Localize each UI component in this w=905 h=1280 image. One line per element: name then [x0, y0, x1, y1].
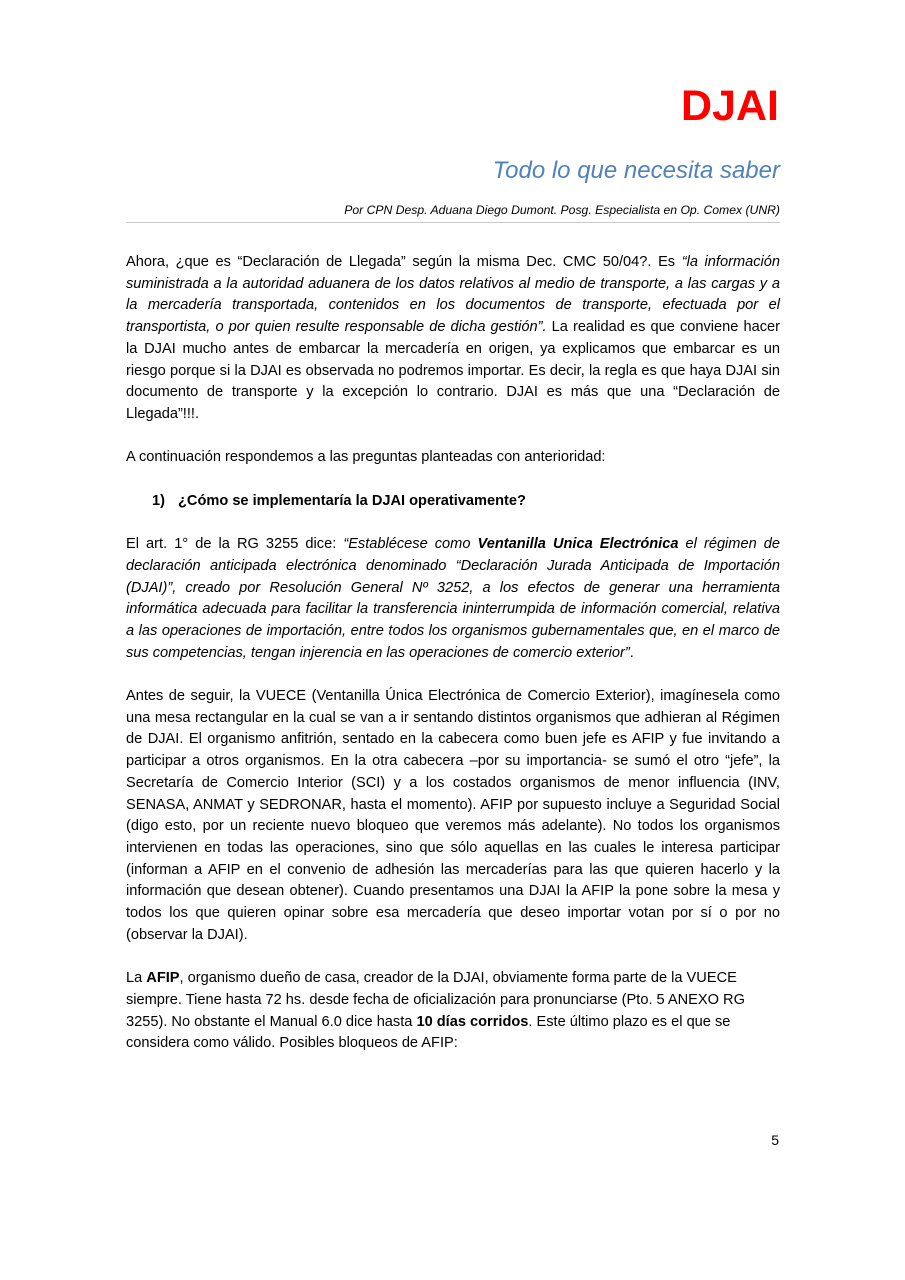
text-run: . Este último plazo es el que se considera como válido. Posibles bloqueos de AFIP:: [126, 1013, 731, 1052]
text-run: La realidad es que conviene hacer la DJAI mucho antes de embarcar la mercadería en origen, ya explicamos que embarcar es un riesgo porque si la DJAI es observada no podremos importar. Es decir, la regla es que haya DJAI sin documento de transporte y la excepción lo contrario. DJAI es más que una “Declaración de Llegada”!!!.: [126, 319, 780, 422]
quote-italic: “la información suministrada a la autoridad aduanera de los datos relativos al medio de transporte, a las cargas y a la mercadería transportada, contenidos en los documentos de transporte, efectuada por el transportista, o por quien resulte responsable de dicha gestión”.: [126, 254, 780, 336]
document-body: [126, 252, 780, 1077]
author-byline: Por CPN Desp. Aduana Diego Dumont. Posg. Especialista en Op. Comex (UNR): [344, 203, 780, 217]
bold-run: AFIP: [146, 970, 180, 987]
bold-run: 10 días corridos: [416, 1013, 529, 1030]
text-run: , organismo dueño de casa, creador de la DJAI, obviamente forma parte de la VUECE siempre. Tiene hasta 72 hs. desde fecha de oficialización para pronunciarse (Pto. 5 ANEXO RG 3255). No obstante el Manual 6.0 dice hasta: [126, 970, 745, 1030]
paragraph-afip: [126, 968, 780, 1055]
quote-italic: “Establécese como: [343, 536, 478, 553]
paragraph-intro-answers: A continuación respondemos a las preguntas planteadas con anterioridad:: [126, 449, 606, 466]
quote-bold-italic: Ventanilla Unica Electrónica: [477, 536, 679, 553]
paragraph-vuece: Antes de seguir, la VUECE (Ventanilla Única Electrónica de Comercio Exterior), imagínesela como una mesa rectangular en la cual se van a ir sentando distintos organismos que adhieran al Régimen de DJAI. El organismo anfitrión, sentado en la cabecera como buen jefe es AFIP y fue invitando a participar a otros organismos. En la otra cabecera –por su importancia- se sumó el otro “jefe”, la Secretaría de Comercio Interior (SCI) y a los costados organismos de menor influencia (INV, SENASA, ANMAT y SEDRONAR, hasta el momento). AFIP por supuesto incluye a Seguridad Social (digo esto, por un reciente nuevo bloqueo que veremos más adelante). No todos los organismos intervienen en todas las operaciones, sino que sólo aquellas en las cuales le interesa participar (informan a AFIP en el convenio de adhesión las mercaderías para las que quieren hacerlo y la información que desean obtener). Cuando presentamos una DJAI la AFIP la pone sobre la mesa y todos los que quieren opinar sobre esa mercadería que deseo importar votan por sí o por no (observar la DJAI).: [126, 688, 780, 943]
text-run: .: [629, 644, 634, 661]
paragraph-rg-3255: [126, 534, 780, 664]
header-divider: [126, 222, 780, 223]
section-heading-1: [126, 491, 780, 513]
text-run: Ahora, ¿que es “Declaración de Llegada” según la misma Dec. CMC 50/04?. Es: [126, 254, 682, 270]
document-subtitle: Todo lo que necesita saber: [492, 157, 780, 184]
text-run: El art. 1° de la RG 3255 dice:: [126, 536, 344, 553]
paragraph-declaracion-llegada: [126, 252, 780, 426]
quote-italic: el régimen de declaración anticipada electrónica denominado “Declaración Jurada Anticipada de Importación (DJAI)”, creado por Resolución General Nº 3252, a los efectos de generar una herramienta informática adecuada para facilitar la transferencia ininterrumpida de información comercial, relativa a las operaciones de importación, entre todos los organismos gubernamentales que, en el marco de sus competencias, tengan injerencia en las operaciones de comercio exterior”: [126, 536, 780, 661]
text-run: La: [126, 970, 147, 987]
page-number: 5: [771, 1132, 779, 1148]
document-title: DJAI: [681, 82, 779, 130]
heading-number: 1): [152, 492, 165, 509]
heading-text: ¿Cómo se implementaría la DJAI operativamente?: [178, 492, 526, 509]
